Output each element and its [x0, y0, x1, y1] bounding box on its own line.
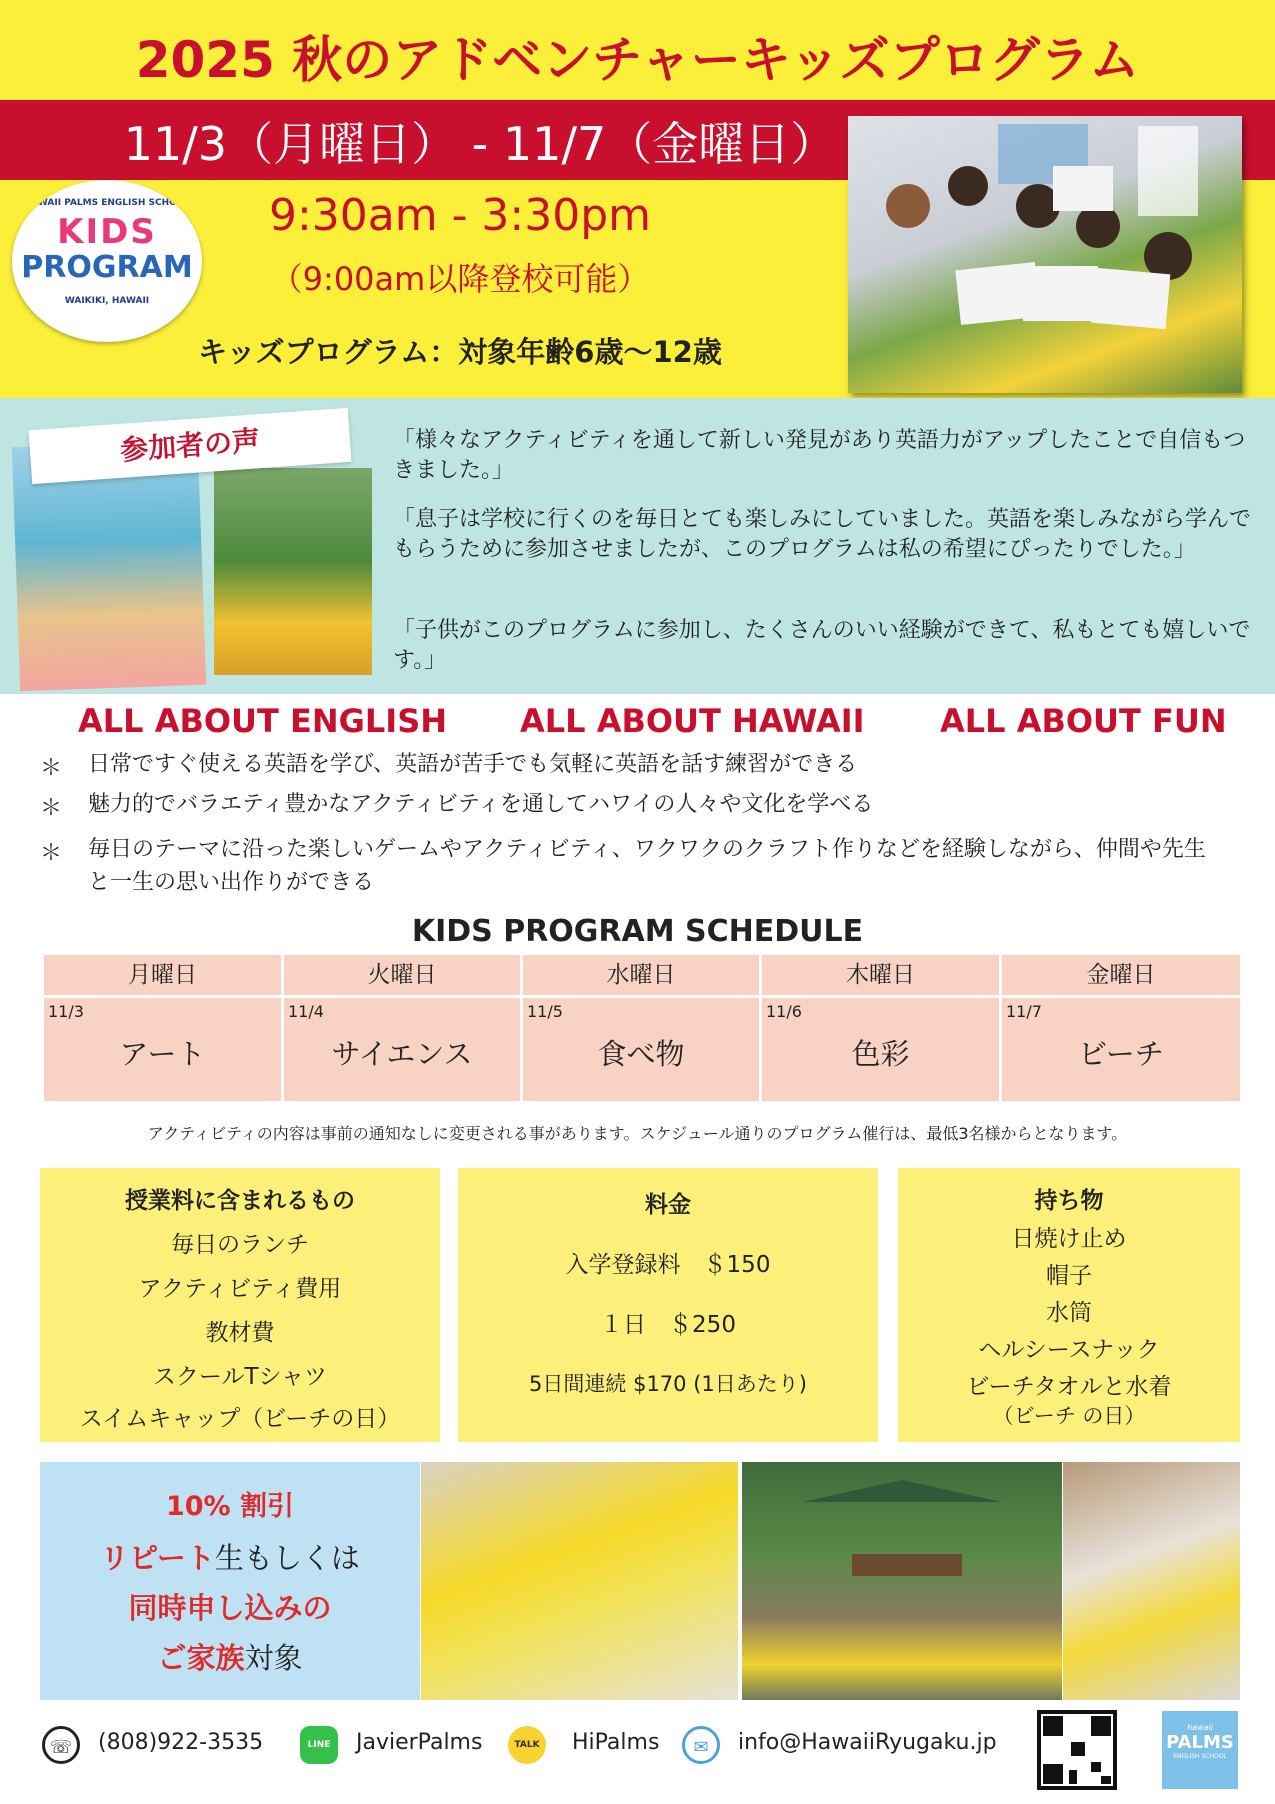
testimonial-quote: 「子供がこのプログラムに参加し、たくさんのいい経験ができて、私もとても嬉しいです。」 — [393, 618, 1251, 673]
program-dates: 11/3（月曜日） - 11/7（金曜日） — [123, 117, 837, 171]
schedule-date: 11/7 — [1006, 1002, 1042, 1021]
included-item: スクールTシャツ — [152, 1364, 328, 1390]
schedule-date: 11/4 — [288, 1002, 324, 1021]
line-id[interactable]: JavierPalms — [356, 1730, 483, 1755]
photo-classroom — [1063, 1462, 1240, 1700]
schedule-cell — [523, 998, 759, 1101]
mail-icon: ✉ — [682, 1726, 720, 1764]
feature-bullet: 毎日のテーマに沿った楽しいゲームやアクティビティ、ワクワクのクラフト作りなどを経験しながら、仲間や先生と一生の思い出作りができる — [88, 837, 1206, 895]
email-address[interactable]: info@HawaiiRyugaku.jp — [738, 1730, 997, 1755]
feature-bullet: 魅力的でバラエティ豊かなアクティビティを通してハワイの人々や文化を学べる — [88, 792, 874, 817]
bring-item: （ビーチ の日） — [992, 1404, 1146, 1428]
schedule-activity: 食べ物 — [597, 1037, 685, 1071]
program-time-note: （9:00am以降登校可能） — [270, 260, 650, 298]
phone-number[interactable]: (808)922-3535 — [98, 1730, 264, 1755]
schedule-day-header: 火曜日 — [284, 955, 520, 995]
testimonial-quote: 「様々なアクティビティを通して新しい発見があり英語力がアップしたことで自信もつきました。」 — [393, 428, 1246, 483]
bring-item: 帽子 — [1046, 1263, 1092, 1289]
kakaotalk-icon: TALK — [508, 1726, 546, 1764]
schedule-date: 11/3 — [48, 1002, 84, 1021]
fee-item: 5日間連続 $170 (1日あたり) — [529, 1372, 807, 1396]
header-group-photo — [848, 116, 1242, 393]
palms-logo-brand: PALMS — [1166, 1732, 1234, 1753]
discount-line-family — [40, 1636, 420, 1677]
target-age: キッズプログラム：対象年齢6歳〜12歳 — [198, 335, 722, 369]
bullet-mark: ＊ — [40, 756, 63, 781]
kakaotalk-id[interactable]: HiPalms — [572, 1730, 660, 1755]
testimonial-heading: 参加者の声 — [119, 424, 262, 467]
photo-kids-studying — [421, 1462, 738, 1700]
photo-falls-trail — [742, 1462, 1062, 1700]
schedule-day-header: 月曜日 — [44, 955, 281, 995]
testimonial-quote: 「息子は学校に行くのを毎日とても楽しみにしていました。英語を楽しみながら学んでもらうために参加させましたが、このプログラムは私の希望にぴったりでした。」 — [393, 507, 1252, 562]
schedule-cell — [44, 998, 281, 1101]
bring-item: ヘルシースナック — [978, 1337, 1160, 1363]
schedule-cell — [1002, 998, 1240, 1101]
bring-box — [898, 1168, 1240, 1442]
bring-item: 水筒 — [1046, 1300, 1092, 1326]
schedule-activity: アート — [119, 1037, 206, 1071]
palms-logo-sub: ENGLISH SCHOOL — [1173, 1753, 1227, 1760]
testimonial-photo-park — [214, 468, 372, 675]
discount-or: 生もしくは — [214, 1541, 360, 1575]
logo-kids: KIDS — [57, 212, 157, 252]
included-item: 教材費 — [205, 1320, 275, 1346]
discount-line-repeat — [40, 1536, 420, 1577]
palms-school-logo — [1162, 1711, 1238, 1789]
page-title: 2025 秋のアドベンチャーキッズプログラム — [135, 31, 1140, 89]
discount-panel — [40, 1462, 420, 1700]
fees-box — [458, 1168, 878, 1442]
schedule-table — [44, 955, 1240, 1101]
schedule-cell — [762, 998, 999, 1101]
bullet-mark: ＊ — [40, 796, 63, 821]
discount-rate: 10% 割引 — [165, 1491, 295, 1522]
discount-simultaneous: 同時申し込みの — [128, 1591, 332, 1625]
schedule-activity: ビーチ — [1078, 1037, 1164, 1071]
included-title: 授業料に含まれるもの — [125, 1188, 355, 1214]
kids-program-logo — [12, 180, 202, 342]
photo-silhouettes — [848, 116, 1242, 393]
schedule-date: 11/6 — [766, 1002, 802, 1021]
included-item: 毎日のランチ — [171, 1232, 309, 1258]
bring-item: 日焼け止め — [1011, 1226, 1127, 1252]
included-item: アクティビティ費用 — [138, 1276, 342, 1302]
discount-family: ご家族 — [157, 1641, 245, 1675]
fee-item: 入学登録料 ＄150 — [565, 1252, 771, 1278]
palms-logo-small: hawaii — [1187, 1723, 1213, 1732]
line-icon: LINE — [300, 1726, 338, 1764]
discount-repeat: リピート — [100, 1541, 215, 1575]
schedule-notice: アクティビティの内容は事前の通知なしに変更される事があります。スケジュール通りのプログラム催行は、最低3名様からとなります。 — [147, 1124, 1128, 1143]
schedule-cell — [284, 998, 520, 1101]
schedule-day-header: 金曜日 — [1002, 955, 1240, 995]
bullet-mark: ＊ — [40, 841, 63, 866]
logo-school-name: HAWAII PALMS ENGLISH SCHOOL — [23, 198, 191, 208]
fees-title: 料金 — [645, 1192, 691, 1218]
bring-title: 持ち物 — [1034, 1188, 1104, 1214]
included-box — [40, 1168, 440, 1442]
all-about-fun: ALL ABOUT FUN — [940, 702, 1227, 740]
all-about-english: ALL ABOUT ENGLISH — [78, 702, 448, 740]
feature-bullet: 日常ですぐ使える英語を学び、英語が苦手でも気軽に英語を話す練習ができる — [88, 752, 858, 777]
bring-item: ビーチタオルと水着 — [966, 1374, 1172, 1400]
qr-code-icon[interactable] — [1037, 1710, 1117, 1790]
included-item: スイムキャップ（ビーチの日） — [79, 1406, 401, 1432]
trail-sign-shape — [742, 1462, 1062, 1700]
program-time: 9:30am - 3:30pm — [268, 190, 652, 241]
schedule-activity: サイエンス — [331, 1037, 473, 1071]
schedule-day-header: 水曜日 — [523, 955, 759, 995]
schedule-day-header: 木曜日 — [762, 955, 999, 995]
schedule-activity: 色彩 — [851, 1037, 910, 1071]
discount-target: 対象 — [244, 1641, 303, 1675]
schedule-date: 11/5 — [527, 1002, 563, 1021]
schedule-title: KIDS PROGRAM SCHEDULE — [411, 914, 864, 949]
all-about-hawaii: ALL ABOUT HAWAII — [520, 702, 865, 740]
fee-item: １日 ＄250 — [600, 1312, 736, 1338]
logo-program: PROGRAM — [21, 250, 193, 285]
logo-location: WAIKIKI, HAWAII — [64, 296, 150, 306]
phone-icon: ☏ — [42, 1726, 80, 1764]
